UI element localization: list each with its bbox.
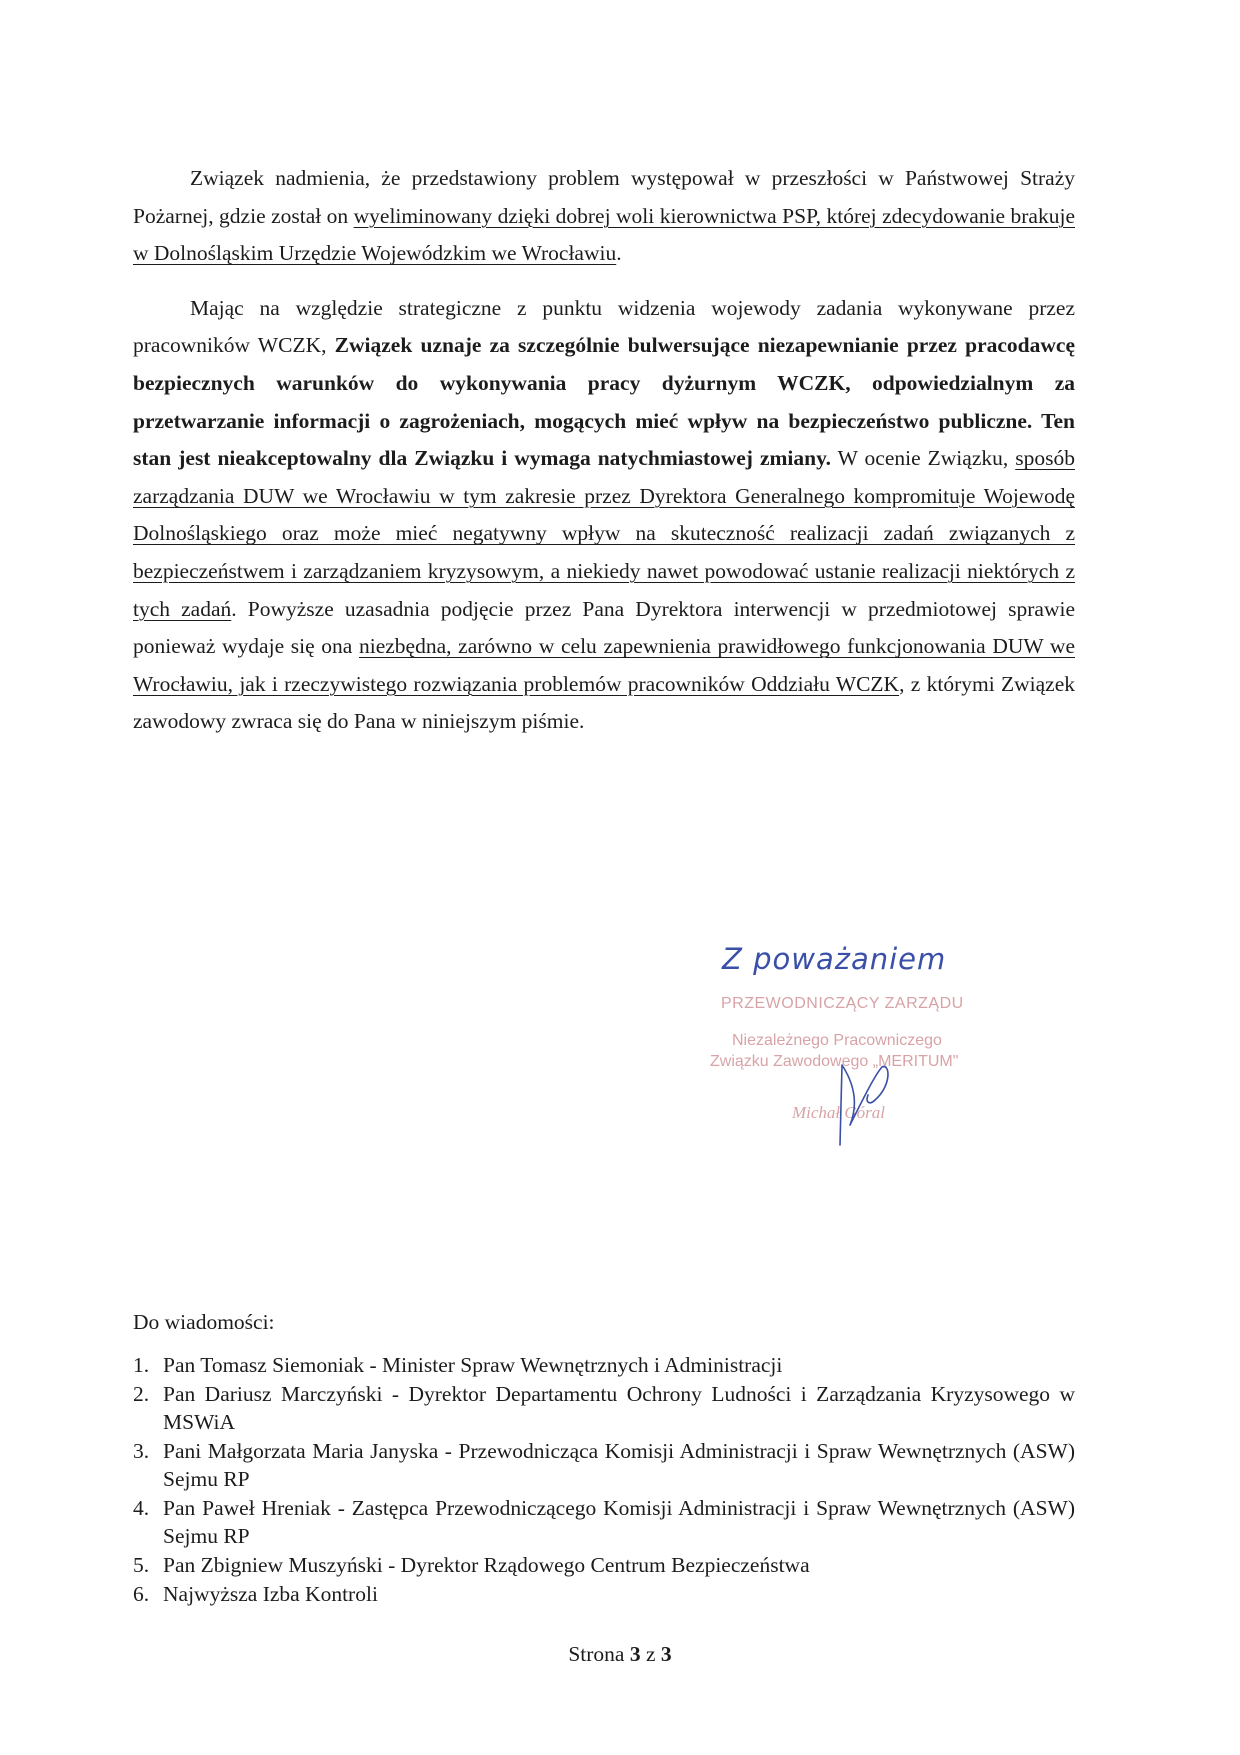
stamp-name: Michał Góral (792, 1103, 886, 1122)
cc-item-number: 2. (133, 1382, 150, 1406)
stamp-title: PRZEWODNICZĄCY ZARZĄDU (721, 995, 964, 1012)
cc-item (133, 1437, 1075, 1493)
footer-page-number: 3 (629, 1642, 641, 1666)
paragraph-2-text-b: . Powyższe uzasadnia podjęcie przez Pana Dyrektora interwencji w przedmiotowej sprawie ponieważ wydaje się ona (133, 596, 1075, 659)
handwritten-signature (820, 1045, 900, 1155)
paragraph-2 (133, 290, 1075, 741)
footer-separator: z (640, 1642, 661, 1666)
cc-item-number: 4. (133, 1496, 150, 1520)
paragraph-2-underlined-b: niezbędna, zarówno w celu zapewnienia prawidłowego funkcjonowania DUW we Wrocławiu, jak i rzeczywistego rozwiązania problemów pracowników Oddziału WCZK (133, 634, 1075, 696)
cc-item-text: Pan Paweł Hreniak - Zastępca Przewodniczącego Komisji Administracji i Spraw Wewnętrznych (ASW) Sejmu RP (163, 1496, 1075, 1548)
cc-item-number: 6. (133, 1582, 150, 1606)
cc-item-number: 1. (133, 1353, 150, 1377)
cc-title: Do wiadomości: (133, 1310, 275, 1334)
cc-item (133, 1380, 1075, 1436)
paragraph-2-end: , z którymi Związek zawodowy zwraca się do Pana w niniejszym piśmie. (133, 671, 1075, 734)
letter-body (133, 160, 1075, 741)
paragraph-2-text-a: W ocenie Związku, (831, 446, 1016, 471)
paragraph-1-end: . (616, 241, 622, 266)
page-footer (0, 1642, 1240, 1667)
cc-item-number: 3. (133, 1439, 150, 1463)
footer-prefix: Strona (568, 1642, 630, 1666)
cc-item (133, 1494, 1075, 1550)
cc-item-number: 5. (133, 1553, 150, 1577)
paragraph-1 (133, 160, 1075, 273)
paragraph-1-underlined: wyeliminowany dzięki dobrej woli kierownictwa PSP, której zdecydowanie brakuje w Dolnośląskim Urzędzie Wojewódzkim we Wrocławiu (133, 203, 1075, 266)
cc-item (133, 1551, 1075, 1579)
cc-item-text: Pani Małgorzata Maria Janyska - Przewodnicząca Komisji Administracji i Spraw Wewnętrznych (ASW) Sejmu RP (163, 1439, 1075, 1491)
stamp-org-line-1: Niezależnego Pracowniczego (732, 1032, 942, 1049)
cc-item-text: Pan Tomasz Siemoniak - Minister Spraw Wewnętrznych i Administracji (163, 1353, 783, 1377)
paragraph-2-intro: Mając na względzie strategiczne z punktu widzenia wojewody zadania wykonywane przez pracowników WCZK, (133, 295, 1075, 358)
cc-item-text: Najwyższa Izba Kontroli (163, 1582, 378, 1606)
stamp-org-line-2: Związku Zawodowego „MERITUM" (710, 1053, 959, 1070)
cc-item (133, 1351, 1075, 1379)
cc-item-text: Pan Zbigniew Muszyński - Dyrektor Rządowego Centrum Bezpieczeństwa (163, 1553, 810, 1577)
cc-list (133, 1351, 1075, 1609)
cc-item (133, 1580, 1075, 1608)
paragraph-2-underlined-a: sposób zarządzania DUW we Wrocławiu w tym zakresie przez Dyrektora Generalnego kompromituje Wojewodę Dolnośląskiego oraz może mieć negatywny wpływ na skuteczność realizacji zadań związanych z bezpieczeństwem i zarządzaniem kryzysowym, a niekiedy nawet powodować ustanie realizacji niektórych z tych zadań (133, 446, 1075, 621)
paragraph-1-text: Związek nadmienia, że przedstawiony problem występował w przeszłości w Państwowej Straży Pożarnej, gdzie został on (133, 166, 1075, 228)
closing-handwritten: Z poważaniem (722, 942, 947, 976)
cc-item-text: Pan Dariusz Marczyński - Dyrektor Departamentu Ochrony Ludności i Zarządzania Kryzysowego w MSWiA (163, 1382, 1075, 1434)
paragraph-2-bold: Związek uznaje za szczególnie bulwersujące niezapewnianie przez pracodawcę bezpiecznych warunków do wykonywania pracy dyżurnym WCZK, odpowiedzialnym za przetwarzanie informacji o zagrożeniach, mogących mieć wpływ na bezpieczeństwo publiczne. Ten stan jest nieakceptowalny dla Związku i wymaga natychmiastowej zmiany. (133, 333, 1075, 471)
footer-page-total: 3 (660, 1642, 672, 1666)
